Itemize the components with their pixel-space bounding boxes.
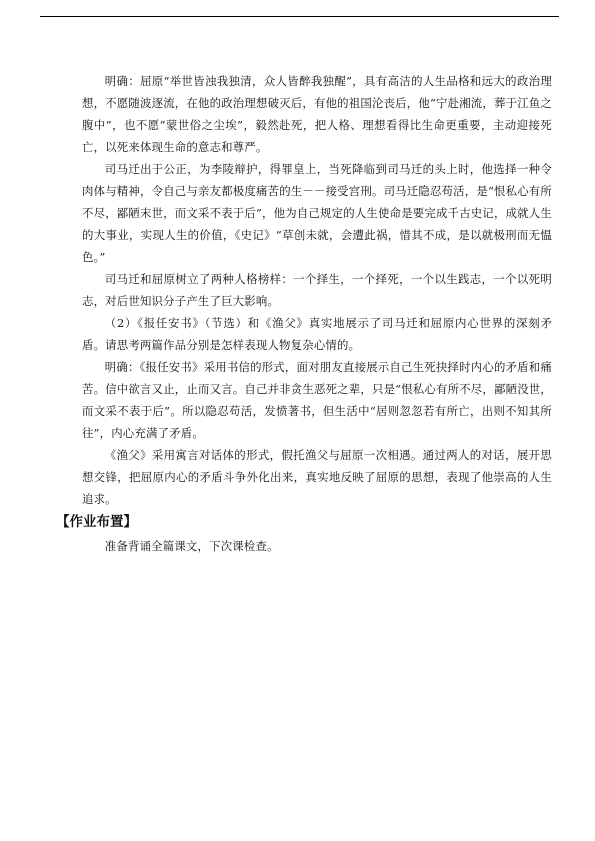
- paragraph-comparison: 司马迁和屈原树立了两种人格榜样：一个择生，一个择死，一个以生践志，一个以死明志，对后世知识分子产生了巨大影响。: [82, 272, 552, 308]
- homework-text: 准备背诵全篇课文，下次课检查。: [104, 539, 279, 553]
- header-rule: [40, 16, 559, 17]
- paragraph-question-2: （2）《报任安书》（节选）和《渔父》真实地展示了司马迁和屈原内心世界的深刻矛盾。请思考两篇作品分别是怎样表现人物复杂心情的。: [82, 316, 552, 352]
- paragraph-answer-baorenanshu: 明确：《报任安书》采用书信的形式，面对朋友直接展示自己生死抉择时内心的矛盾和痛苦。信中欲言又止，止而又言。自己并非贪生恶死之辈，只是“恨私心有所不尽，鄙陋没世，而文采不表于后”。所以隐忍苟活，发愤著书，但生活中“居则忽忽若有所亡，出则不知其所往”，内心充满了矛盾。: [82, 360, 552, 440]
- paragraph-quyuan-analysis: 明确：屈原“举世皆浊我独清，众人皆醉我独醒”，具有高洁的人生品格和远大的政治理想，不愿随波逐流，在他的政治理想破灭后，有他的祖国沦丧后，他“宁赴湘流，葬于江鱼之腹中”，也不愿“蒙世俗之尘埃”，毅然赴死，把人格、理想看得比生命更重要，主动迎接死亡，以死来体现生命的意志和尊严。: [82, 74, 552, 154]
- homework-heading: 【作业布置】: [56, 514, 137, 530]
- paragraph-simaqian-analysis: 司马迁出于公正，为李陵辩护，得罪皇上，当死降临到司马迁的头上时，他选择一种令肉体与精神，令自己与亲友都极度痛苦的生－－接受宫刑。司马迁隐忍苟活，是“恨私心有所不尽，鄙陋末世，而文采不表于后”，他为自己规定的人生使命是要完成千古史记，成就人生的大事业，实现人生的价值，《史记》“草创未就，会遭此祸，惜其不成，是以就极刑而无愠色。”: [82, 162, 552, 264]
- paragraph-answer-yufu: 《渔父》采用寓言对话体的形式，假托渔父与屈原一次相遇。通过两人的对话，展开思想交锋，把屈原内心的矛盾斗争外化出来，真实地反映了屈原的思想，表现了他崇高的人生追求。: [82, 448, 552, 506]
- document-body: [56, 70, 552, 557]
